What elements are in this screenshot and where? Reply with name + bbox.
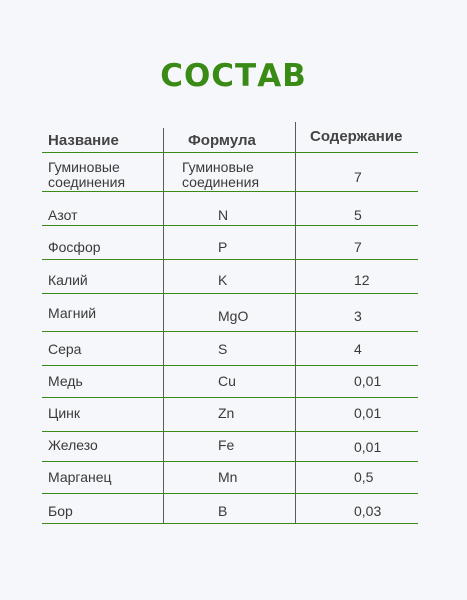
table-row [42, 260, 418, 294]
row-name-line1: Гуминовые [48, 159, 120, 175]
row-content: 7 [354, 169, 362, 185]
table-row [42, 366, 418, 398]
row-formula: N [218, 207, 229, 223]
row-name: Железо [48, 437, 98, 453]
table-row [42, 462, 418, 494]
row-name: Бор [48, 503, 73, 519]
row-formula-line2: соединения [182, 174, 260, 190]
row-formula: Cu [218, 373, 236, 389]
row-content: 4 [354, 341, 362, 357]
row-name-line2: соединения [48, 174, 126, 190]
row-name: Калий [48, 272, 88, 288]
row-name: Медь [48, 373, 83, 389]
row-name: Сера [48, 341, 82, 357]
header-content: Содержание [310, 128, 403, 145]
row-formula: Zn [218, 405, 235, 421]
row-content: 0,01 [354, 439, 382, 455]
table-row [42, 398, 418, 432]
row-name: Фосфор [48, 239, 101, 255]
row-formula-line1: Гуминовые [182, 159, 254, 175]
row-content: 3 [354, 308, 362, 324]
row-formula: B [218, 503, 228, 519]
header-name: Название [48, 132, 119, 149]
row-name: Магний [48, 305, 97, 321]
table-row [42, 432, 418, 462]
row-content: 5 [354, 207, 362, 223]
row-content: 12 [354, 272, 370, 288]
table-row [42, 226, 418, 260]
row-content: 0,5 [354, 469, 374, 485]
row-name: Цинк [48, 405, 81, 421]
row-formula: S [218, 341, 228, 357]
row-content: 7 [354, 239, 362, 255]
row-formula: P [218, 239, 228, 255]
row-name: Марганец [48, 469, 112, 485]
table-row [42, 294, 418, 332]
table-row [42, 332, 418, 366]
row-formula: K [218, 272, 228, 288]
row-name: Азот [48, 207, 78, 223]
table-row [42, 152, 418, 192]
row-formula: MgO [218, 308, 249, 324]
page-title: СОСТАВ [160, 58, 307, 94]
table-row [42, 192, 418, 226]
row-content: 0,01 [354, 373, 382, 389]
table-header [42, 128, 436, 152]
table-row [42, 494, 418, 524]
header-formula: Формула [188, 132, 256, 149]
row-formula: Fe [218, 437, 235, 453]
row-content: 0,01 [354, 405, 382, 421]
row-content: 0,03 [354, 503, 382, 519]
row-formula: Mn [218, 469, 238, 485]
